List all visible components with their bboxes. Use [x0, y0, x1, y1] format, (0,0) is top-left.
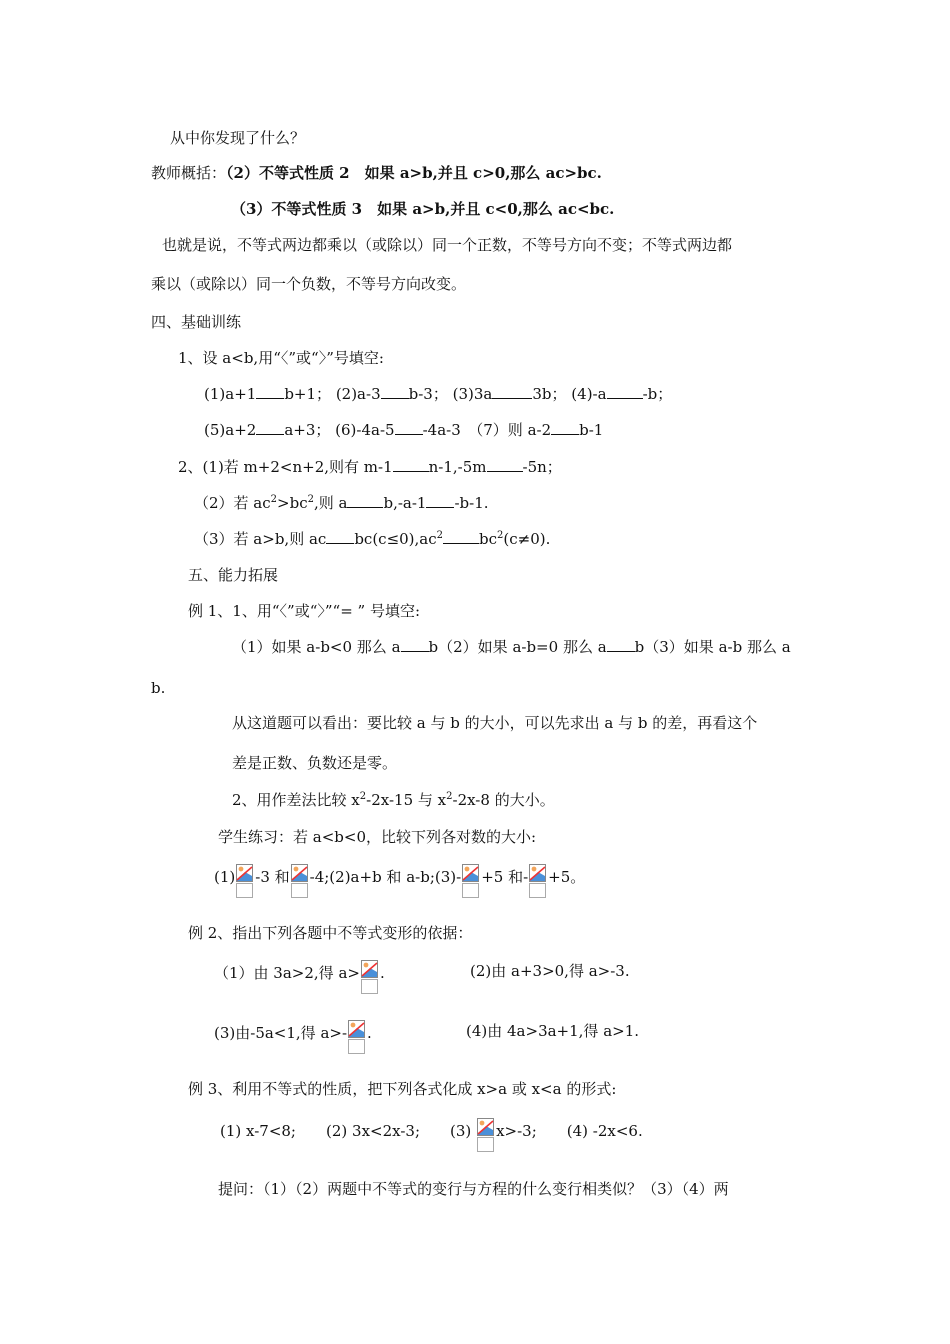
section-5-title: 五、能力拓展 — [188, 566, 279, 584]
broken-image-icon — [348, 1020, 366, 1054]
broken-image-icon — [462, 864, 480, 898]
example-1-line: （1）如果 a-b<0 那么 a b（2）如果 a-b=0 那么 a b（3）如果 a-b 那么 a — [232, 638, 791, 656]
answer-blank[interactable] — [492, 383, 532, 399]
property-2: （2）不等式性质 2 如果 a>b,并且 c>0,那么 ac>bc. — [226, 164, 602, 182]
practice-items: (1) -3 和 -4;(2)a+b 和 a-b;(3)- +5 和- +5。 — [214, 864, 585, 898]
answer-blank[interactable] — [326, 528, 354, 544]
answer-blank[interactable] — [443, 528, 479, 544]
answer-blank[interactable] — [256, 419, 284, 435]
example-1-prompt: 例 1、1、用“〈”或“〉”“= ” 号填空: — [188, 602, 421, 620]
example-2-item-2: (2)由 a+3>0,得 a>-3. — [470, 962, 630, 980]
q1-row-1: (1)a+1 b+1； (2)a-3 b-3； (3)3a 3b； (4)-a -b； — [204, 385, 673, 403]
q1-row-2: (5)a+2 a+3； (6)-4a-5 -4a-3 （7）则 a-2 b-1 — [204, 421, 604, 439]
note-line-2: 差是正数、负数还是零。 — [232, 754, 398, 772]
answer-blank[interactable] — [381, 383, 409, 399]
question-line: 提问：（1）（2）两题中不等式的变行与方程的什么变行相类似？（3）（4）两 — [218, 1180, 729, 1198]
q2-row-1: 2、(1)若 m+2<n+2,则有 m-1 n-1,-5m -5n； — [178, 458, 562, 476]
answer-blank[interactable] — [256, 383, 284, 399]
example-2-item-4: (4)由 4a>3a+1,得 a>1. — [466, 1022, 640, 1040]
example-2-item-1: （1）由 3a>2,得 a> . — [214, 960, 385, 994]
broken-image-icon — [236, 864, 254, 898]
summary-line-1 — [151, 162, 602, 184]
example-1-q2: 2、用作差法比较 $x^2-2x-15$ 与 $x^2-2x-8$ 的大小。 — [232, 791, 555, 809]
q2-row-2: （2）若 $ac^2>bc^2$,则 a b,-a-1 -b-1. — [194, 494, 489, 512]
example-2-item-3: (3)由-5a<1,得 a>- . — [214, 1020, 372, 1054]
answer-blank[interactable] — [551, 419, 579, 435]
answer-blank[interactable] — [607, 383, 643, 399]
answer-blank[interactable] — [347, 492, 383, 508]
answer-blank[interactable] — [395, 419, 423, 435]
broken-image-icon — [291, 864, 309, 898]
intro-line: 从中你发现了什么？ — [170, 129, 306, 147]
note-line-1: 从这道题可以看出：要比较 a 与 b 的大小，可以先求出 a 与 b 的差，再看这个 — [232, 714, 758, 732]
broken-image-icon — [529, 864, 547, 898]
example-1-wrap: b. — [151, 679, 166, 697]
q2-row-3: （3）若 a>b,则 ac $bc(c\le 0),ac^2$ $bc^2(c\ne 0)$. — [194, 530, 551, 548]
summary-lead: 教师概括： — [151, 164, 227, 182]
example-3-prompt: 例 3、利用不等式的性质，把下列各式化成 x>a 或 x<a 的形式: — [188, 1080, 617, 1098]
answer-blank[interactable] — [426, 492, 454, 508]
explain-line-2: 乘以（或除以）同一个负数，不等号方向改变。 — [151, 275, 467, 293]
answer-blank[interactable] — [487, 456, 523, 472]
section-4-title: 四、基础训练 — [151, 313, 242, 331]
explain-line-1: 也就是说，不等式两边都乘以（或除以）同一个正数，不等号方向不变；不等式两边都 — [162, 236, 733, 254]
q1-prompt: 1、设 a<b,用“〈”或“〉”号填空: — [178, 349, 384, 367]
answer-blank[interactable] — [393, 456, 429, 472]
broken-image-icon — [361, 960, 379, 994]
example-2-prompt: 例 2、指出下列各题中不等式变形的依据： — [188, 924, 473, 942]
answer-blank[interactable] — [401, 636, 429, 652]
property-3: （3）不等式性质 3 如果 a>b,并且 c<0,那么 ac<bc. — [231, 200, 615, 218]
practice-prompt: 学生练习：若 a<b<0，比较下列各对数的大小: — [218, 828, 537, 846]
broken-image-icon — [477, 1118, 495, 1152]
example-3-items: (1) x-7<8; (2) 3x<2x-3; (3) x>-3; (4) -2x<6. — [220, 1118, 643, 1152]
answer-blank[interactable] — [607, 636, 635, 652]
